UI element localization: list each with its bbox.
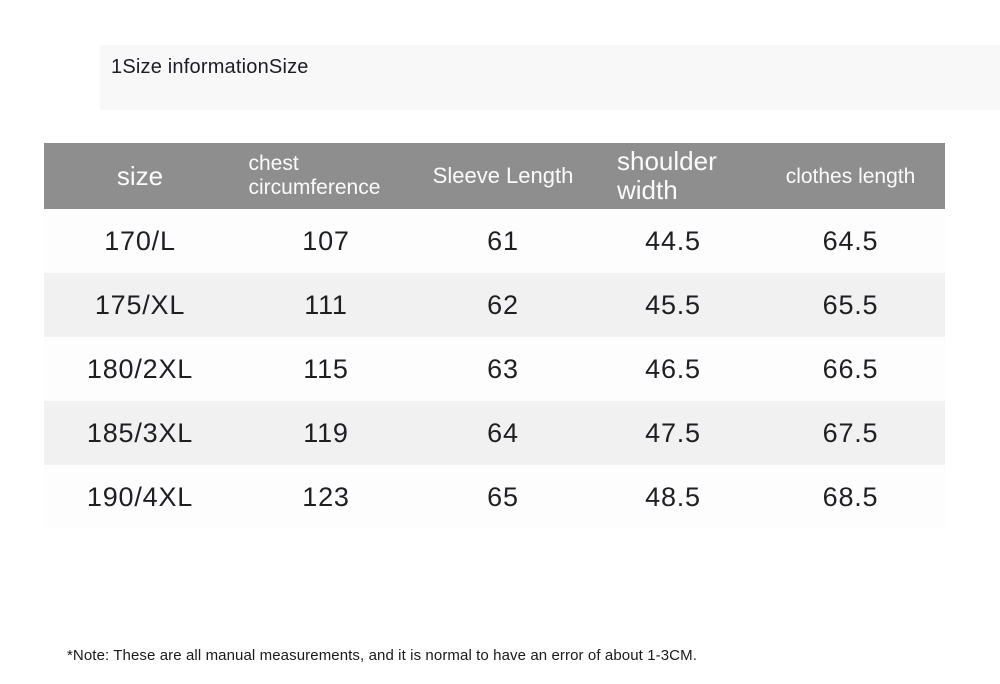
size-cell: 180/2XL (86, 353, 194, 384)
sleeve-cell: 64 (487, 417, 519, 448)
table-row (44, 401, 945, 465)
column-header-size-label: size (116, 161, 164, 192)
size-cell: 190/4XL (86, 481, 194, 512)
clothes-cell: 68.5 (822, 481, 879, 512)
clothes-cell: 65.5 (822, 289, 879, 320)
column-header-size (44, 143, 236, 209)
sleeve-cell: 63 (487, 353, 519, 384)
sleeve-cell: 65 (487, 481, 519, 512)
column-header-sleeve-length (416, 143, 590, 209)
section-title-bar (100, 45, 1000, 110)
size-table-body (44, 209, 945, 529)
shoulder-cell: 46.5 (645, 353, 701, 384)
size-table (44, 143, 945, 529)
chest-cell: 119 (303, 417, 349, 448)
shoulder-cell: 44.5 (645, 225, 701, 256)
size-cell: 175/XL (94, 289, 186, 320)
shoulder-cell: 47.5 (645, 417, 701, 448)
size-table-header (44, 143, 945, 209)
column-header-shoulder-width-label: shoulder width (617, 145, 717, 205)
table-row (44, 337, 945, 401)
table-row (44, 209, 945, 273)
shoulder-cell: 45.5 (645, 289, 701, 320)
column-header-shoulder-width (590, 143, 756, 209)
clothes-cell: 64.5 (822, 225, 879, 256)
table-row (44, 465, 945, 529)
header-row (44, 143, 945, 209)
clothes-cell: 66.5 (822, 353, 879, 384)
column-header-clothes-length (756, 143, 945, 209)
table-row (44, 273, 945, 337)
chest-cell: 115 (303, 353, 349, 384)
chest-cell: 111 (304, 289, 348, 320)
column-header-chest-circumference (236, 143, 416, 209)
column-header-chest-circumference-label: chest circumference (248, 152, 381, 199)
column-header-clothes-length-label: clothes length (785, 164, 916, 188)
sleeve-cell: 62 (487, 289, 519, 320)
shoulder-cell: 48.5 (645, 481, 701, 512)
size-cell: 185/3XL (86, 417, 194, 448)
measurement-note: *Note: These are all manual measurements, and it is normal to have an error of about 1-3CM. (67, 647, 697, 664)
sleeve-cell: 61 (487, 225, 519, 256)
column-header-sleeve-length-label: Sleeve Length (432, 163, 574, 189)
size-cell: 170/L (104, 225, 176, 256)
chest-cell: 107 (302, 225, 350, 256)
clothes-cell: 67.5 (822, 417, 879, 448)
chest-cell: 123 (302, 481, 350, 512)
section-title: 1Size informationSize (111, 56, 309, 78)
